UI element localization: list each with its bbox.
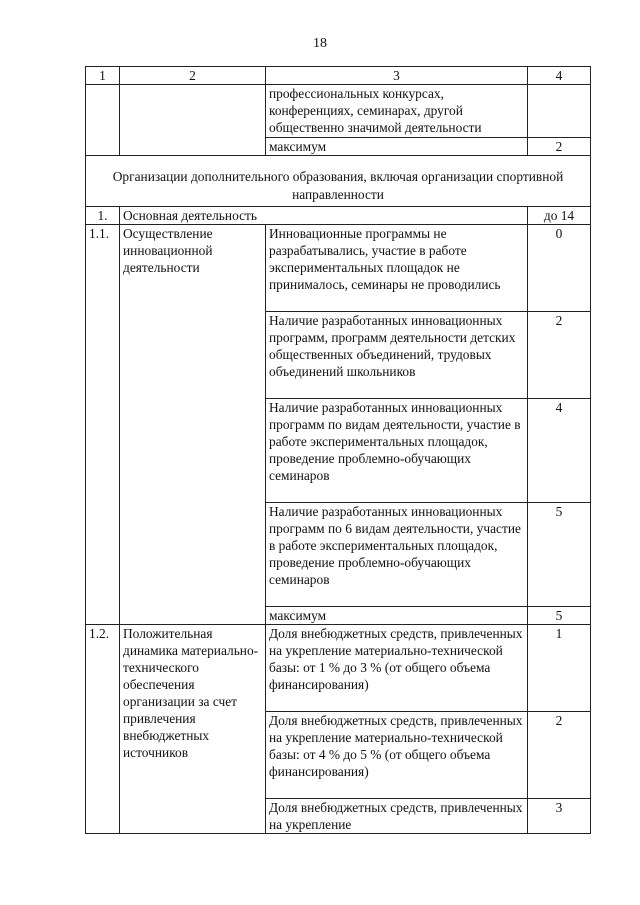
criterion-text: Наличие разработанных инновационных программ, программ деятельности детских общественных объединений, трудовых объединений школьников xyxy=(266,312,528,399)
criteria-table xyxy=(85,66,591,834)
max-value: 5 xyxy=(528,607,591,625)
criterion-title: Положительная динамика материально-технического обеспечения организации за счет привлечения внебюджетных источников xyxy=(120,625,266,834)
criterion-score: 2 xyxy=(528,312,591,399)
criterion-text: Инновационные программы не разрабатывались, участие в работе экспериментальных площадок не принималось, семинары не проводились xyxy=(266,225,528,312)
table-row xyxy=(86,225,591,312)
main-activity-score: до 14 xyxy=(528,207,591,225)
criterion-text: профессиональных конкурсах, конференциях, семинарах, другой общественно значимой деятельности xyxy=(266,85,528,138)
table-row xyxy=(86,85,591,138)
header-col-1: 1 xyxy=(86,67,120,85)
criterion-text: Доля внебюджетных средств, привлеченных на укрепление xyxy=(266,799,528,834)
row-number: 1.2. xyxy=(86,625,120,834)
section-title: Организации дополнительного образования, включая организации спортивной направленности xyxy=(86,156,591,207)
criterion-text: Наличие разработанных инновационных программ по 6 видам деятельности, участие в работе экспериментальных площадок, проведение проблемно-обучающих семинаров xyxy=(266,503,528,607)
criterion-score: 2 xyxy=(528,712,591,799)
criterion-score: 1 xyxy=(528,625,591,712)
table-row xyxy=(86,207,591,225)
header-col-4: 4 xyxy=(528,67,591,85)
max-value: 2 xyxy=(528,138,591,156)
criterion-score: 4 xyxy=(528,399,591,503)
criterion-score: 5 xyxy=(528,503,591,607)
header-col-2: 2 xyxy=(120,67,266,85)
main-activity-label: Основная деятельность xyxy=(120,207,528,225)
row-number: 1. xyxy=(86,207,120,225)
table-row xyxy=(86,625,591,712)
criterion-text: Доля внебюджетных средств, привлеченных на укрепление материально-технической базы: от 4 % до 5 % (от общего объема финансирования) xyxy=(266,712,528,799)
criterion-text: Доля внебюджетных средств, привлеченных на укрепление материально-технической базы: от 1 % до 3 % (от общего объема финансирования) xyxy=(266,625,528,712)
row-number: 1.1. xyxy=(86,225,120,625)
header-col-3: 3 xyxy=(266,67,528,85)
max-label: максимум xyxy=(266,607,528,625)
max-label: максимум xyxy=(266,138,528,156)
criterion-title: Осуществление инновационной деятельности xyxy=(120,225,266,625)
table-header-row xyxy=(86,67,591,85)
criterion-score: 3 xyxy=(528,799,591,834)
page-number: 18 xyxy=(313,36,327,51)
criterion-score: 0 xyxy=(528,225,591,312)
criterion-text: Наличие разработанных инновационных программ по видам деятельности, участие в работе экспериментальных площадок, проведение проблемно-обучающих семинаров xyxy=(266,399,528,503)
section-row xyxy=(86,156,591,207)
